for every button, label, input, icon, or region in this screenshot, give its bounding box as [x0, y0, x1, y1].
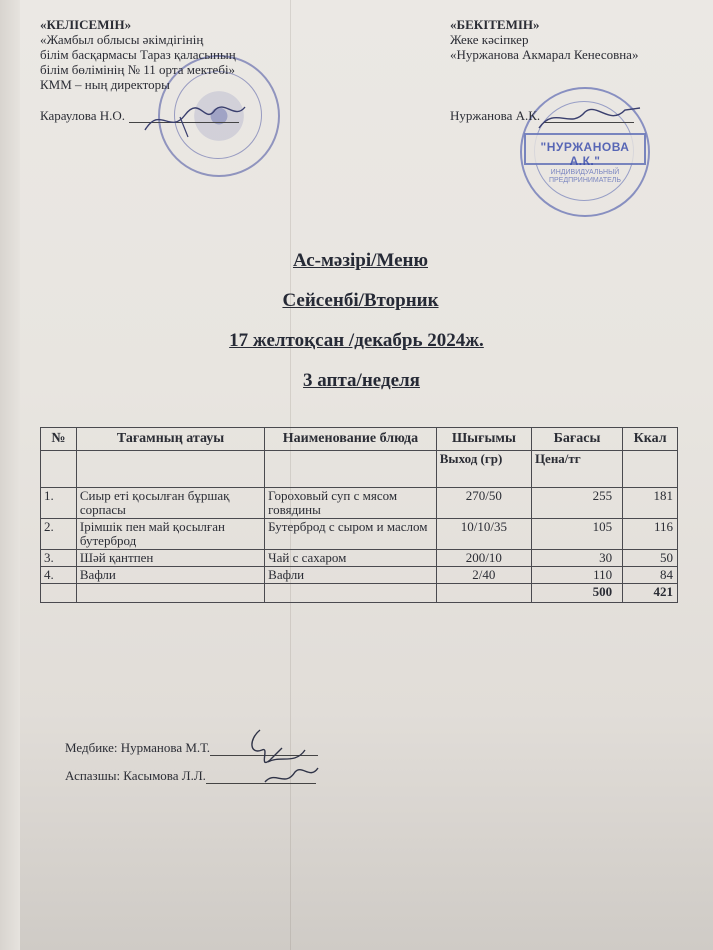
subheader-price: Цена/тг [531, 451, 622, 488]
row-price: 110 [531, 567, 622, 584]
director-signature [140, 95, 250, 145]
row-price: 30 [531, 550, 622, 567]
staff-signatures [240, 720, 320, 790]
row-output: 270/50 [436, 488, 531, 519]
menu-title: Ас-мәзірі/Меню [292, 250, 428, 271]
total-price: 500 [531, 584, 622, 603]
stamp-name: "НУРЖАНОВА А.К." [540, 140, 630, 168]
row-dish-ru: Вафли [265, 567, 437, 584]
table-cell [76, 451, 264, 488]
row-dish-ru: Чай с сахаром [265, 550, 437, 567]
approval-right-signer: Нуржанова А.К. [450, 108, 541, 123]
approval-left-line: КММ – ның директоры [40, 77, 170, 92]
day-title: Сейсенбі/Вторник [282, 290, 439, 311]
table-row [41, 488, 678, 519]
row-number: 1. [41, 488, 77, 519]
approval-right-title: «БЕКІТЕМІН» [450, 17, 540, 32]
page-edge [0, 0, 20, 950]
header-output: Шығымы [436, 428, 531, 451]
entrepreneur-signature [535, 100, 645, 140]
table-cell [41, 451, 77, 488]
header-dish-kz: Тағамның атауы [76, 428, 264, 451]
row-number: 3. [41, 550, 77, 567]
row-output: 200/10 [436, 550, 531, 567]
table-cell [41, 584, 77, 603]
row-number: 2. [41, 519, 77, 550]
week-title: 3 апта/неделя [303, 370, 420, 391]
row-dish-ru: Гороховый суп с мясом говядины [265, 488, 437, 519]
row-output: 2/40 [436, 567, 531, 584]
approval-right-line: Жеке кәсіпкер [450, 32, 529, 47]
approval-left-line: білім басқармасы Тараз қаласының [40, 47, 236, 62]
header-kcal: Ккал [623, 428, 678, 451]
total-kcal: 421 [623, 584, 678, 603]
approval-right-line: «Нуржанова Акмарал Кенесовна» [450, 47, 639, 62]
row-output: 10/10/35 [436, 519, 531, 550]
table-header-row [41, 428, 678, 451]
table-row [41, 550, 678, 567]
table-cell [623, 451, 678, 488]
row-price: 105 [531, 519, 622, 550]
approval-left-title: «КЕЛІСЕМІН» [40, 17, 132, 32]
row-dish-kz: Вафли [76, 567, 264, 584]
row-kcal: 84 [623, 567, 678, 584]
table-total-row [41, 584, 678, 603]
row-dish-kz: Ірімшік пен май қосылған бутерброд [76, 519, 264, 550]
table-cell [265, 451, 437, 488]
menu-table [40, 427, 678, 603]
table-subheader-row [41, 451, 678, 488]
approval-left-line: «Жамбыл облысы әкімдігінің [40, 32, 204, 47]
row-number: 4. [41, 567, 77, 584]
header-number: № [41, 428, 77, 451]
cook-name: Аспазшы: Касымова Л.Л. [65, 768, 206, 783]
row-kcal: 50 [623, 550, 678, 567]
row-kcal: 116 [623, 519, 678, 550]
row-dish-kz: Шәй қантпен [76, 550, 264, 567]
row-price: 255 [531, 488, 622, 519]
table-cell [76, 584, 264, 603]
approval-left-signer: Караулова Н.О. [40, 108, 126, 123]
header-dish-ru: Наименование блюда [265, 428, 437, 451]
table-cell [436, 584, 531, 603]
date-title: 17 желтоқсан /декабрь 2024ж. [229, 330, 484, 351]
subheader-output: Выход (гр) [436, 451, 531, 488]
row-dish-ru: Бутерброд с сыром и маслом [265, 519, 437, 550]
nurse-name: Медбике: Нурманова М.Т. [65, 740, 211, 755]
row-kcal: 181 [623, 488, 678, 519]
table-row [41, 519, 678, 550]
row-dish-kz: Сиыр еті қосылған бұршақ сорпасы [76, 488, 264, 519]
stamp-subtitle: ИНДИВИДУАЛЬНЫЙ ПРЕДПРИНИМАТЕЛЬ [548, 169, 621, 184]
approval-left-line: білім бөлімінің № 11 орта мектебі» [40, 62, 236, 77]
table-cell [265, 584, 437, 603]
table-row [41, 567, 678, 584]
header-price: Бағасы [531, 428, 622, 451]
